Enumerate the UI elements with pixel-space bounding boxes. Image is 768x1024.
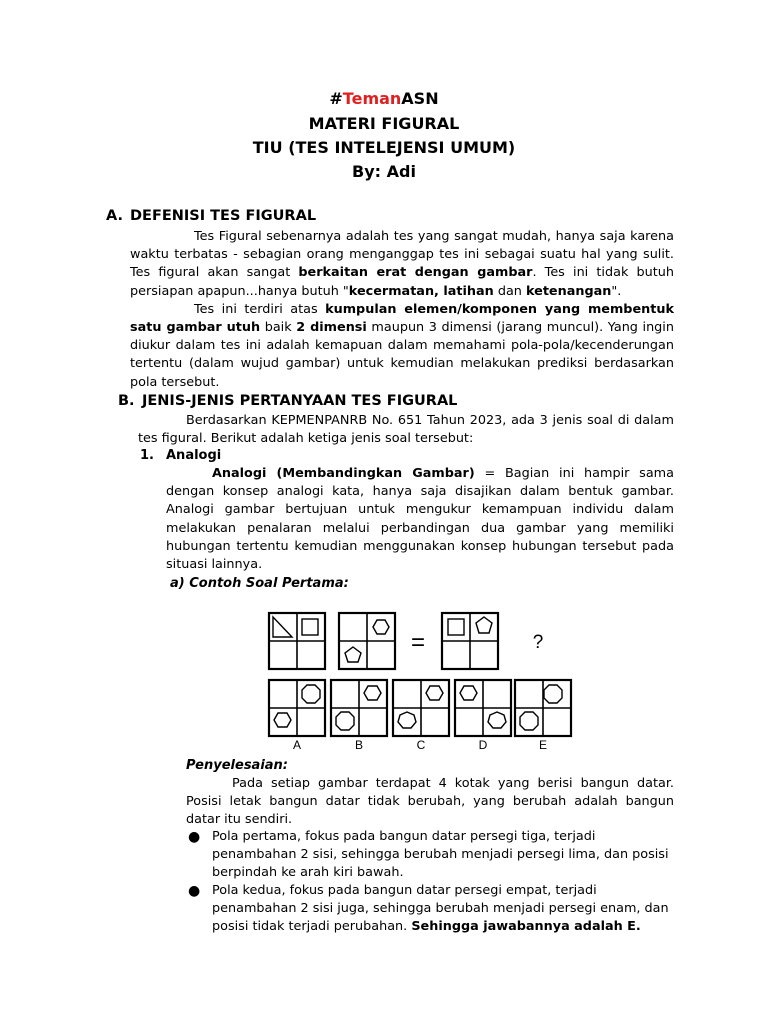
section-b-intro (138, 412, 674, 448)
text-run: baik (260, 320, 297, 336)
bold-run: 2 dimensi (296, 320, 367, 336)
bullet-2-text: Pola kedua, fokus pada bangun datar persegi empat, terjadi penambahan 2 sisi juga, sehingga berubah menjadi persegi enam, dan posisi tidak terjadi perubahan. (212, 883, 669, 935)
option-label-e: E (538, 738, 548, 752)
bullet-icon: ● (188, 829, 201, 845)
option-label-c: C (416, 738, 426, 752)
section-a-paragraph-2 (130, 301, 674, 392)
option-label-b: B (354, 738, 364, 752)
text-run: Tes ini terdiri atas (194, 301, 326, 317)
section-a-body (130, 228, 674, 392)
analogy-figure (260, 605, 590, 755)
octagon-shape (302, 685, 320, 703)
solution-bullet-1 (188, 828, 674, 883)
section-a-title: DEFENISI TES FIGURAL (130, 208, 317, 224)
solution-title: Penyelesaian: (186, 758, 289, 773)
hexagon-shape (364, 686, 381, 700)
bullet-2-answer: Sehingga jawabannya adalah E. (411, 919, 641, 935)
text-run: maupun 3 dimensi (jarang muncul). Yang ingin diukur dalam tes ini adalah kemapuan dalam memahami pola-pola/kecenderungan tertentu (dalam wujud gambar) untuk kemudian melakukan prediksi berdasarkan pola tersebut. (130, 320, 674, 390)
section-b-heading (118, 392, 457, 410)
section-a-heading (106, 207, 316, 225)
hexagon-shape (426, 686, 443, 700)
section-b-number: B. (118, 393, 135, 409)
text-run: . Tes ini tidak butuh persiapan apapun...hanya butuh " (130, 265, 674, 299)
item-1-body (166, 465, 674, 574)
brand-red: Teman (342, 89, 402, 108)
item-1-number: 1. (140, 448, 154, 463)
square-shape (302, 619, 318, 635)
item-1-heading (140, 447, 221, 465)
option-label-a: A (292, 738, 302, 752)
text-run: = Bagian ini hampir sama dengan konsep analogi kata, hanya saja disajikan dalam bentuk gambar. Analogi gambar bertujuan untuk mengukur kemampuan individu dalam melakukan penalaran melalui perbandingan dua gambar yang memiliki hubungan tertentu kemudian menggunakan konsep hubungan tersebut pada situasi lainnya. (166, 466, 674, 573)
hexagon-shape (274, 713, 291, 727)
doc-title: MATERI FIGURAL (308, 114, 460, 133)
brand-hash: # (329, 89, 343, 108)
equals-sign: = (410, 629, 426, 656)
bold-run: kumpulan elemen/komponen yang membentuk satu gambar utuh (130, 301, 674, 336)
square-shape (448, 619, 464, 635)
text-run: dan (493, 283, 526, 299)
bullet-1-text: Pola pertama, fokus pada bangun datar persegi tiga, terjadi penambahan 2 sisi, sehingga berubah menjadi persegi lima, dan posisi berpindah ke arah kiri bawah. (212, 829, 669, 881)
section-a-number: A. (106, 208, 123, 224)
heptagon-shape (398, 712, 416, 728)
solution-intro-text: Pada setiap gambar terdapat 4 kotak yang berisi bangun datar. Posisi letak bangun datar tidak berubah, yang berubah adalah bangun datar itu sendiri. (186, 776, 674, 828)
doc-author: By: Adi (352, 162, 416, 181)
hexagon-shape (460, 686, 477, 700)
bold-run: Analogi (Membandingkan Gambar) (212, 466, 475, 481)
section-a-paragraph-1 (130, 228, 674, 301)
text-run: ". (611, 283, 622, 299)
item-1-paragraph (166, 465, 674, 574)
option-label-d: D (478, 738, 488, 752)
bullet-icon: ● (188, 883, 201, 899)
item-1-title: Analogi (166, 448, 222, 463)
section-b-title: JENIS-JENIS PERTANYAAN TES FIGURAL (142, 393, 458, 409)
triangle-shape (273, 617, 292, 637)
hexagon-shape (373, 620, 389, 634)
pentagon-shape (476, 617, 492, 633)
brand-rest: ASN (401, 89, 439, 108)
bold-run: kecermatan, latihan (348, 283, 494, 299)
bold-run: berkaitan erat dengan gambar (298, 265, 533, 281)
doc-subtitle: TIU (TES INTELEJENSI UMUM) (252, 138, 516, 157)
question-mark: ? (532, 632, 544, 653)
text-run: Tes Figural sebenarnya adalah tes yang sangat mudah, hanya saja karena waktu terbatas - sebagian orang menganggap tes ini sebagai suatu hal yang sulit. Tes figural akan sangat (130, 229, 674, 281)
bold-run: ketenangan (525, 283, 612, 299)
heptagon-shape (488, 712, 506, 728)
brand-title (0, 89, 768, 109)
pentagon-shape (345, 647, 361, 662)
solution-bullet-2 (188, 882, 674, 937)
octagon-shape (544, 685, 562, 703)
example-title: a) Contoh Soal Pertama: (170, 576, 349, 591)
section-b-intro-text: Berdasarkan KEPMENPANRB No. 651 Tahun 2023, ada 3 jenis soal di dalam tes figural. Berikut adalah ketiga jenis soal tersebut: (138, 413, 674, 447)
solution-intro (186, 775, 674, 830)
octagon-shape (336, 712, 354, 730)
octagon-shape (520, 712, 538, 730)
